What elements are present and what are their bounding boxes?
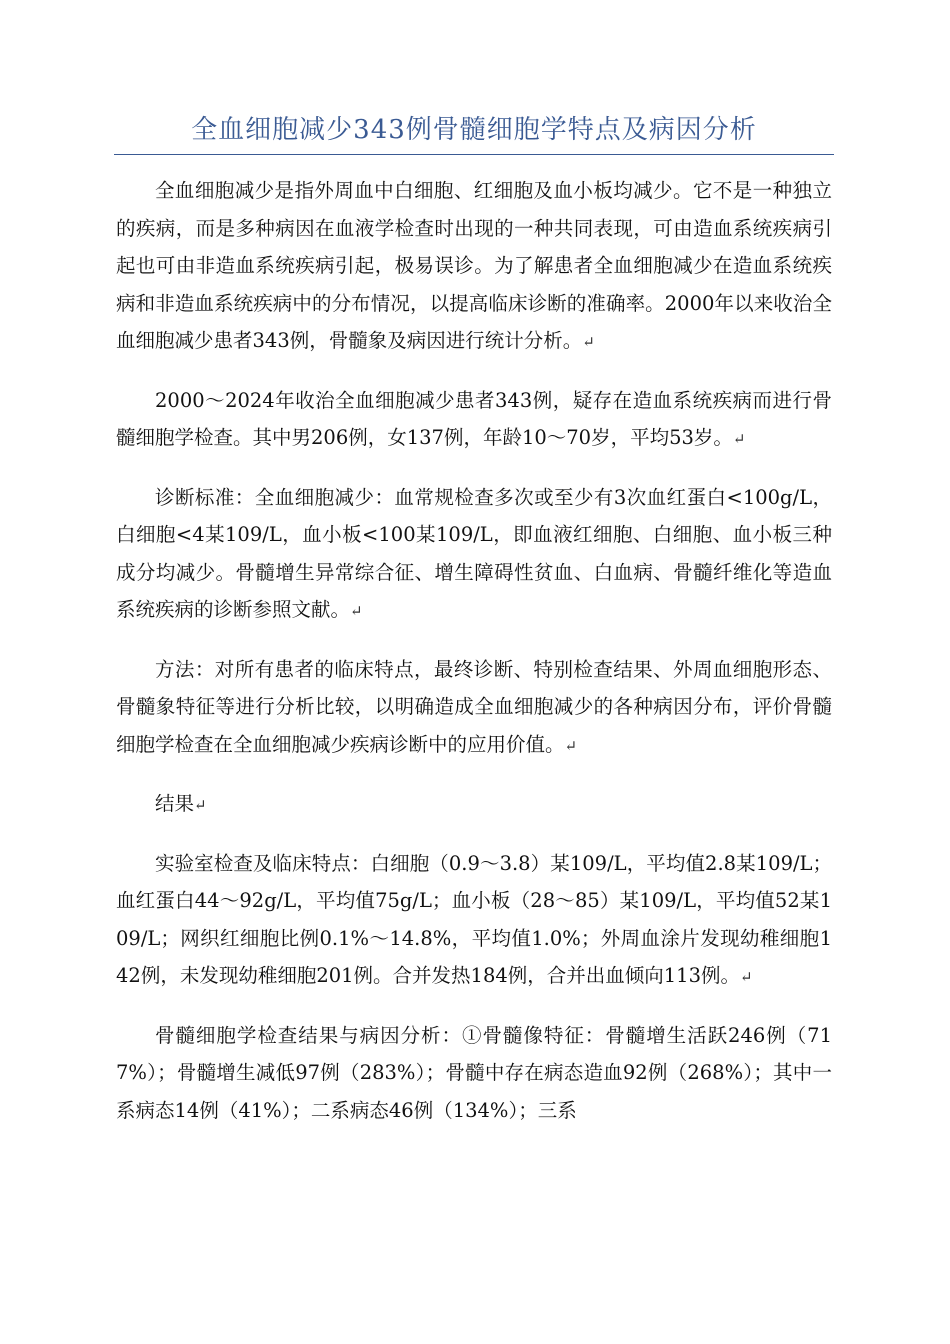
paragraph-mark-icon: ↵ bbox=[739, 968, 753, 986]
paragraph-mark-icon: ↵ bbox=[350, 602, 363, 620]
paragraph-text: 实验室检查及临床特点：白细胞（0.9～3.8）某109/L，平均值2.8某109/L；血红蛋白44～92g/L，平均值75g/L；血小板（28～85）某109/L，平均值52某109/L；网织红细胞比例0.1%～14.8%，平均值1.0%；外周血涂片发现幼稚细胞142例，未发现幼稚细胞201例。合并发热184例，合并出血倾向113例。 bbox=[116, 851, 832, 987]
paragraph-lab-results bbox=[116, 845, 832, 997]
paragraph-text: 骨髓细胞学检查结果与病因分析：①骨髓像特征：骨髓增生活跃246例（717%）；骨髓增生减低97例（283%）；骨髓中存在病态造血92例（268%）；其中一系病态14例（41%）；二系病态46例（134%）；三系 bbox=[116, 1023, 832, 1122]
paragraph-mark-icon: ↵ bbox=[194, 796, 207, 814]
title-underline bbox=[114, 154, 834, 155]
paragraph-text: 结果 bbox=[155, 792, 195, 815]
paragraph-mark-icon: ↵ bbox=[732, 430, 746, 448]
paragraph-criteria bbox=[116, 479, 832, 631]
paragraph-text: 方法：对所有患者的临床特点，最终诊断、特别检查结果、外周血细胞形态、骨髓象特征等进行分析比较，以明确造成全血细胞减少的各种病因分布，评价骨髓细胞学检查在全血细胞减少疾病诊断中的应用价值。 bbox=[116, 657, 832, 756]
paragraph-mark-icon: ↵ bbox=[564, 736, 578, 755]
paragraph-text: 全血细胞减少是指外周血中白细胞、红细胞及血小板均减少。它不是一种独立的疾病，而是多种病因在血液学检查时出现的一种共同表现，可由造血系统疾病引起也可由非造血系统疾病引起，极易误诊。为了解患者全血细胞减少在造血系统疾病和非造血系统疾病中的分布情况，以提高临床诊断的准确率。2000年以来收治全血细胞减少患者343例，骨髓象及病因进行统计分析。 bbox=[116, 179, 832, 352]
paragraph-intro bbox=[116, 172, 832, 362]
paragraph-methods bbox=[116, 651, 832, 766]
paragraph-text: 诊断标准：全血细胞减少：血常规检查多次或至少有3次血红蛋白<100g/L，白细胞<4某109/L，血小板<100某109/L，即血液红细胞、白细胞、血小板三种成分均减少。骨髓增生异常综合征、增生障碍性贫血、白血病、骨髓纤维化等造血系统疾病的诊断参照文献。 bbox=[116, 485, 832, 621]
paragraph-patients bbox=[116, 382, 832, 459]
paragraph-results-heading bbox=[116, 785, 832, 825]
paragraph-marrow-analysis bbox=[116, 1017, 832, 1130]
paragraph-mark-icon: ↵ bbox=[582, 333, 595, 351]
paragraph-text: 2000～2024年收治全血细胞减少患者343例，疑存在造血系统疾病而进行骨髓细胞学检查。其中男206例，女137例，年龄10～70岁，平均53岁。 bbox=[116, 388, 832, 449]
document-title: 全血细胞减少343例骨髓细胞学特点及病因分析 bbox=[191, 115, 757, 145]
document-body bbox=[116, 172, 832, 1149]
